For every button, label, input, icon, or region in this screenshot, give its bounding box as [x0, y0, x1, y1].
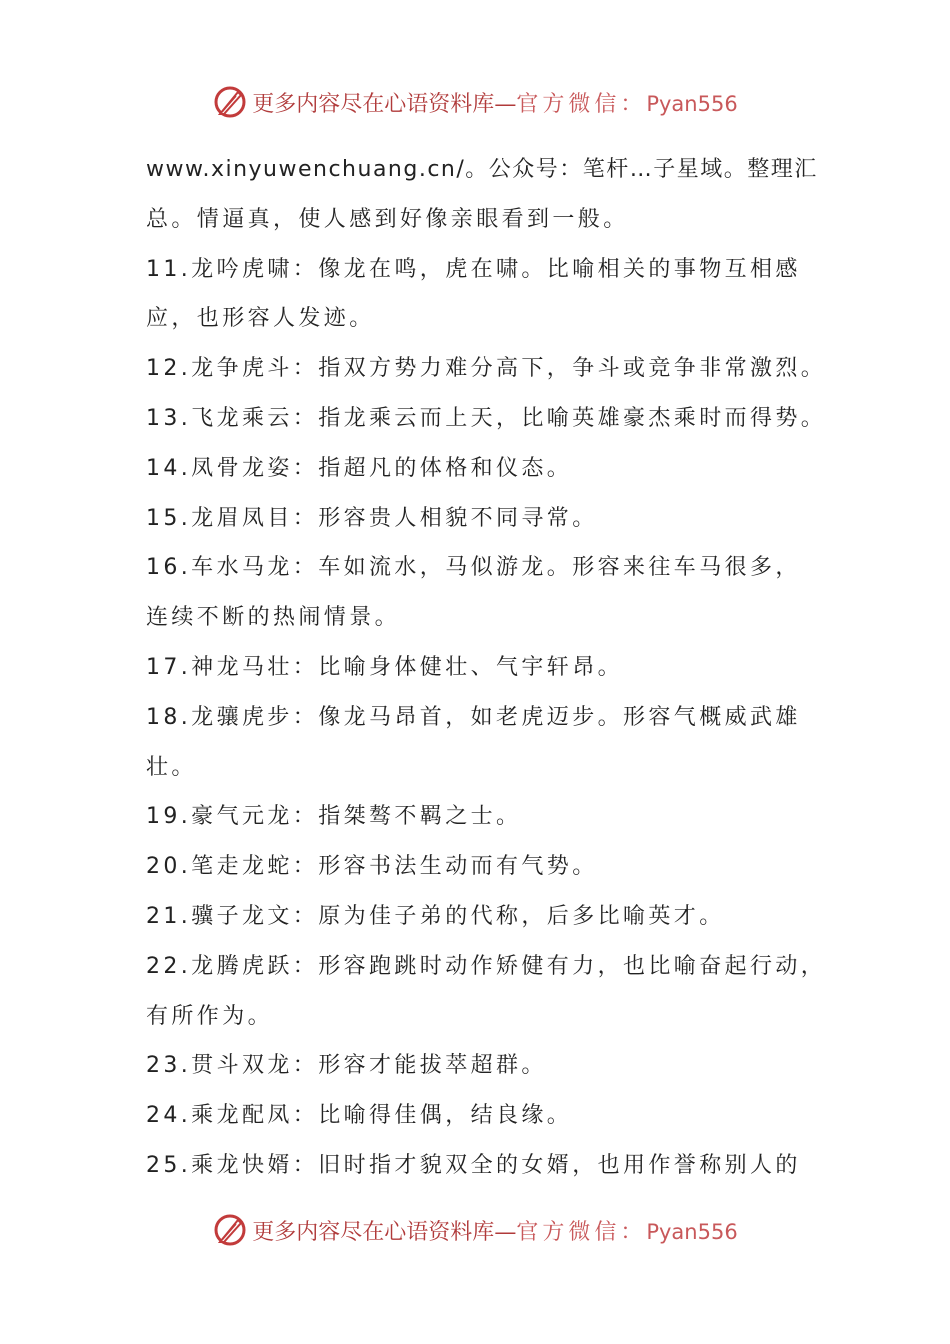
banner-dash: —	[494, 91, 517, 117]
banner-account: Pyan556	[646, 1219, 738, 1244]
text-line: 总。情逼真，使人感到好像亲眼看到一般。	[146, 206, 629, 232]
text-line: 20.笔走龙蛇：形容书法生动而有气势。	[146, 854, 598, 880]
text-line: 15.龙眉凤目：形容贵人相貌不同寻常。	[146, 505, 598, 531]
text-line: 12.龙争虎斗：指双方势力难分高下，争斗或竞争非常激烈。	[146, 356, 827, 382]
header-banner	[0, 80, 950, 124]
document-body	[146, 145, 836, 1191]
text-line: 11.龙吟虎啸：像龙在鸣，虎在啸。比喻相关的事物互相感	[146, 256, 801, 282]
text-line: 有所作为。	[146, 1003, 274, 1029]
text-line: 13.飞龙乘云：指龙乘云而上天，比喻英雄豪杰乘时而得势。	[146, 405, 827, 431]
text-line: 壮。	[146, 754, 197, 780]
footer-banner	[0, 1208, 950, 1252]
feather-pen-logo-icon	[212, 84, 248, 120]
banner-dash: —	[494, 1219, 517, 1245]
text-line: 21.骥子龙文：原为佳子弟的代称，后多比喻英才。	[146, 903, 725, 929]
feather-pen-logo-icon	[212, 1212, 248, 1248]
banner-site-text: 更多内容尽在心语资料库	[252, 91, 495, 117]
banner-site-text: 更多内容尽在心语资料库	[252, 1219, 495, 1245]
text-line: 24.乘龙配凤：比喻得佳偶，结良缘。	[146, 1103, 573, 1129]
banner-text	[252, 1215, 737, 1246]
text-line: 18.龙骧虎步：像龙马昂首，如老虎迈步。形容气概威武雄	[146, 704, 801, 730]
text-line: 连续不断的热闹情景。	[146, 605, 401, 631]
text-line: 16.车水马龙：车如流水，马似游龙。形容来往车马很多，	[146, 555, 801, 581]
text-line: 19.豪气元龙：指桀骜不羁之士。	[146, 804, 522, 830]
text-line: 22.龙腾虎跃：形容跑跳时动作矫健有力，也比喻奋起行动，	[146, 953, 827, 979]
text-line: www.xinyuwenchuang.cn/。公众号：笔杆…子星域。整理汇	[146, 157, 818, 182]
text-line: 17.神龙马壮：比喻身体健壮、气宇轩昂。	[146, 654, 623, 680]
text-line: 14.凤骨龙姿：指超凡的体格和仪态。	[146, 455, 573, 481]
banner-text	[252, 87, 737, 118]
banner-wechat-label: 官方微信：	[516, 91, 647, 117]
text-line: 23.贯斗双龙：形容才能拔萃超群。	[146, 1053, 547, 1079]
text-line: 应，也形容人发迹。	[146, 306, 375, 332]
banner-account: Pyan556	[646, 91, 738, 116]
text-line: 25.乘龙快婿：旧时指才貌双全的女婿，也用作誉称别人的	[146, 1152, 801, 1178]
banner-wechat-label: 官方微信：	[516, 1219, 647, 1245]
